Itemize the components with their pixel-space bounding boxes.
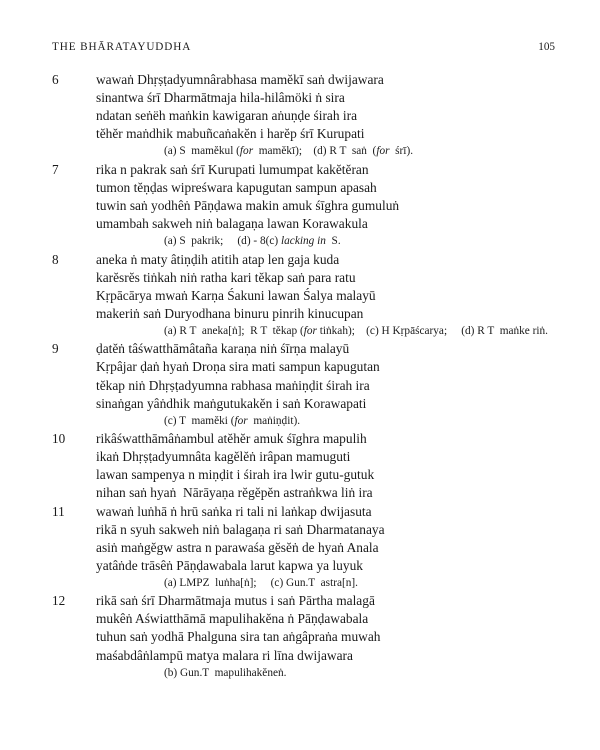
stanza	[52, 503, 570, 593]
apparatus-note: (a) S pakrik; (d) - 8(c) lacking in S.	[164, 235, 341, 248]
verse-line: tuwin saṅ yodhêṅ Pāṇḍawa makin amuk śīghra gumuluṅ	[96, 197, 400, 213]
verse-line: nihan saṅ hyaṅ Nārāyaṇa rĕgĕpĕn astraṅkwa liṅ ira	[96, 485, 373, 501]
stanza-number: 11	[52, 503, 65, 519]
verse-line: rikā saṅ śrī Dharmātmaja mutus i saṅ Pārtha malagā	[96, 593, 375, 609]
verse-lines	[96, 503, 570, 593]
stanza	[52, 430, 570, 502]
stanza-number: 10	[52, 431, 66, 447]
stanza	[52, 251, 570, 341]
verse-line: maśabdâṅlampū matya malara ri līna dwijawara	[96, 647, 353, 663]
verse-line: aneka ṅ maty âtiṇḍih atitih atap len gaja kuda	[96, 251, 340, 267]
stanza	[52, 592, 570, 682]
verse-line: yatâṅde trāsêṅ Pāṇḍawabala larut kapwa ya luyuk	[96, 557, 363, 573]
verse-line: wawaṅ luṅhā ṅ hrū saṅka ri tali ni laṅkap dwijasuta	[96, 503, 372, 519]
text-body	[52, 71, 570, 682]
verse-lines	[96, 161, 570, 251]
stanza-number: 8	[52, 251, 59, 267]
verse-line: tĕhĕr maṅdhik mabuñcaṅakĕn i harĕp śrī Kurupati	[96, 126, 365, 142]
verse-line: umambah sakweh niṅ balagaṇa lawan Korawakula	[96, 216, 368, 232]
verse-lines	[96, 340, 570, 430]
stanza-number: 6	[52, 72, 59, 87]
verse-line: tumon tĕṇḍas wipreśwara kapugutan sampun apasah	[96, 179, 377, 195]
verse-line: rikâśwatthāmâṅambul atĕhĕr amuk śīghra mapulih	[96, 431, 367, 447]
verse-lines	[96, 592, 570, 682]
stanza	[52, 161, 570, 251]
stanza-number: 12	[52, 593, 66, 609]
verse-lines	[96, 430, 570, 502]
verse-line: Kṛpâjar ḍaṅ hyaṅ Droṇa sira mati sampun kapugutan	[96, 359, 380, 375]
verse-lines	[96, 251, 570, 341]
verse-line: sinantwa śrī Dharmātmaja hila-hilâmöki ṅ sira	[96, 90, 345, 106]
verse-line: ikaṅ Dhṛṣṭadyumnâta kagĕlĕṅ irâpan mamuguti	[96, 449, 351, 465]
verse-line: ḍatĕṅ tâśwatthāmâtaña karaṇa niṅ śīrṇa malayū	[96, 341, 350, 357]
verse-line: Kṛpācārya mwaṅ Karṇa Śakuni lawan Śalya malayū	[96, 287, 376, 303]
verse-line: asiṅ maṅgĕgw astra n parawaśa gĕsĕṅ de hyaṅ Anala	[96, 539, 379, 555]
verse-line: ndatan seṅëh maṅkin kawigaran aṅuṇḍe śirah ira	[96, 108, 358, 124]
verse-line: lawan sampenya n miṇḍit i śirah ira lwir gutu-gutuk	[96, 467, 375, 483]
verse-line: tuhun saṅ yodhā Phalguna sira tan aṅgâpraṅa muwah	[96, 629, 381, 645]
stanza-number: 9	[52, 341, 59, 357]
stanza-number: 7	[52, 161, 59, 177]
verse-line: wawaṅ Dhṛṣṭadyumnârabhasa mamĕkī saṅ dwijawara	[96, 72, 384, 87]
verse-line: karĕsrĕs tiṅkah niṅ ratha kari tĕkap saṅ para ratu	[96, 269, 356, 285]
verse-line: rika n pakrak saṅ śrī Kurupati lumumpat kakĕtĕran	[96, 161, 369, 177]
verse-line: sinaṅgan yâṅdhik maṅgutukakĕn i saṅ Korawapati	[96, 395, 367, 411]
stanza	[52, 71, 570, 161]
verse-line: makeriṅ saṅ Duryodhana binuru pinrih kinucupan	[96, 305, 364, 321]
verse-line: rikā n syuh sakweh niṅ balagaṇa ri saṅ Dharmatanaya	[96, 521, 385, 537]
running-head	[52, 41, 555, 57]
apparatus-note: (a) S mamĕkul (for mamĕkī); (d) R T saṅ (for śrī).	[164, 145, 414, 158]
apparatus-note: (c) T mamĕki (for maṅiṇḍit).	[164, 414, 301, 427]
stanza	[52, 340, 570, 430]
apparatus-note: (b) Gun.T mapulihakĕneṅ.	[164, 666, 287, 679]
page-number: 105	[538, 41, 555, 53]
apparatus-note: (a) R T aneka[ṅ]; R T tĕkap (for tiṅkah); (c) H Kṛpāścarya; (d) R T maṅke riṅ.	[164, 324, 549, 337]
verse-line: tĕkap niṅ Dhṛṣṭadyumna rabhasa maṅiṇḍit śirah ira	[96, 377, 370, 393]
verse-lines	[96, 71, 570, 161]
apparatus-note: (a) LMPZ luṅha[ṅ]; (c) Gun.T astra[n].	[164, 576, 358, 589]
verse-line: mukêṅ Aświatthāmā mapulihakĕna ṅ Pāṇḍawabala	[96, 611, 369, 627]
running-head-title: THE BHĀRATAYUDDHA	[52, 41, 192, 53]
